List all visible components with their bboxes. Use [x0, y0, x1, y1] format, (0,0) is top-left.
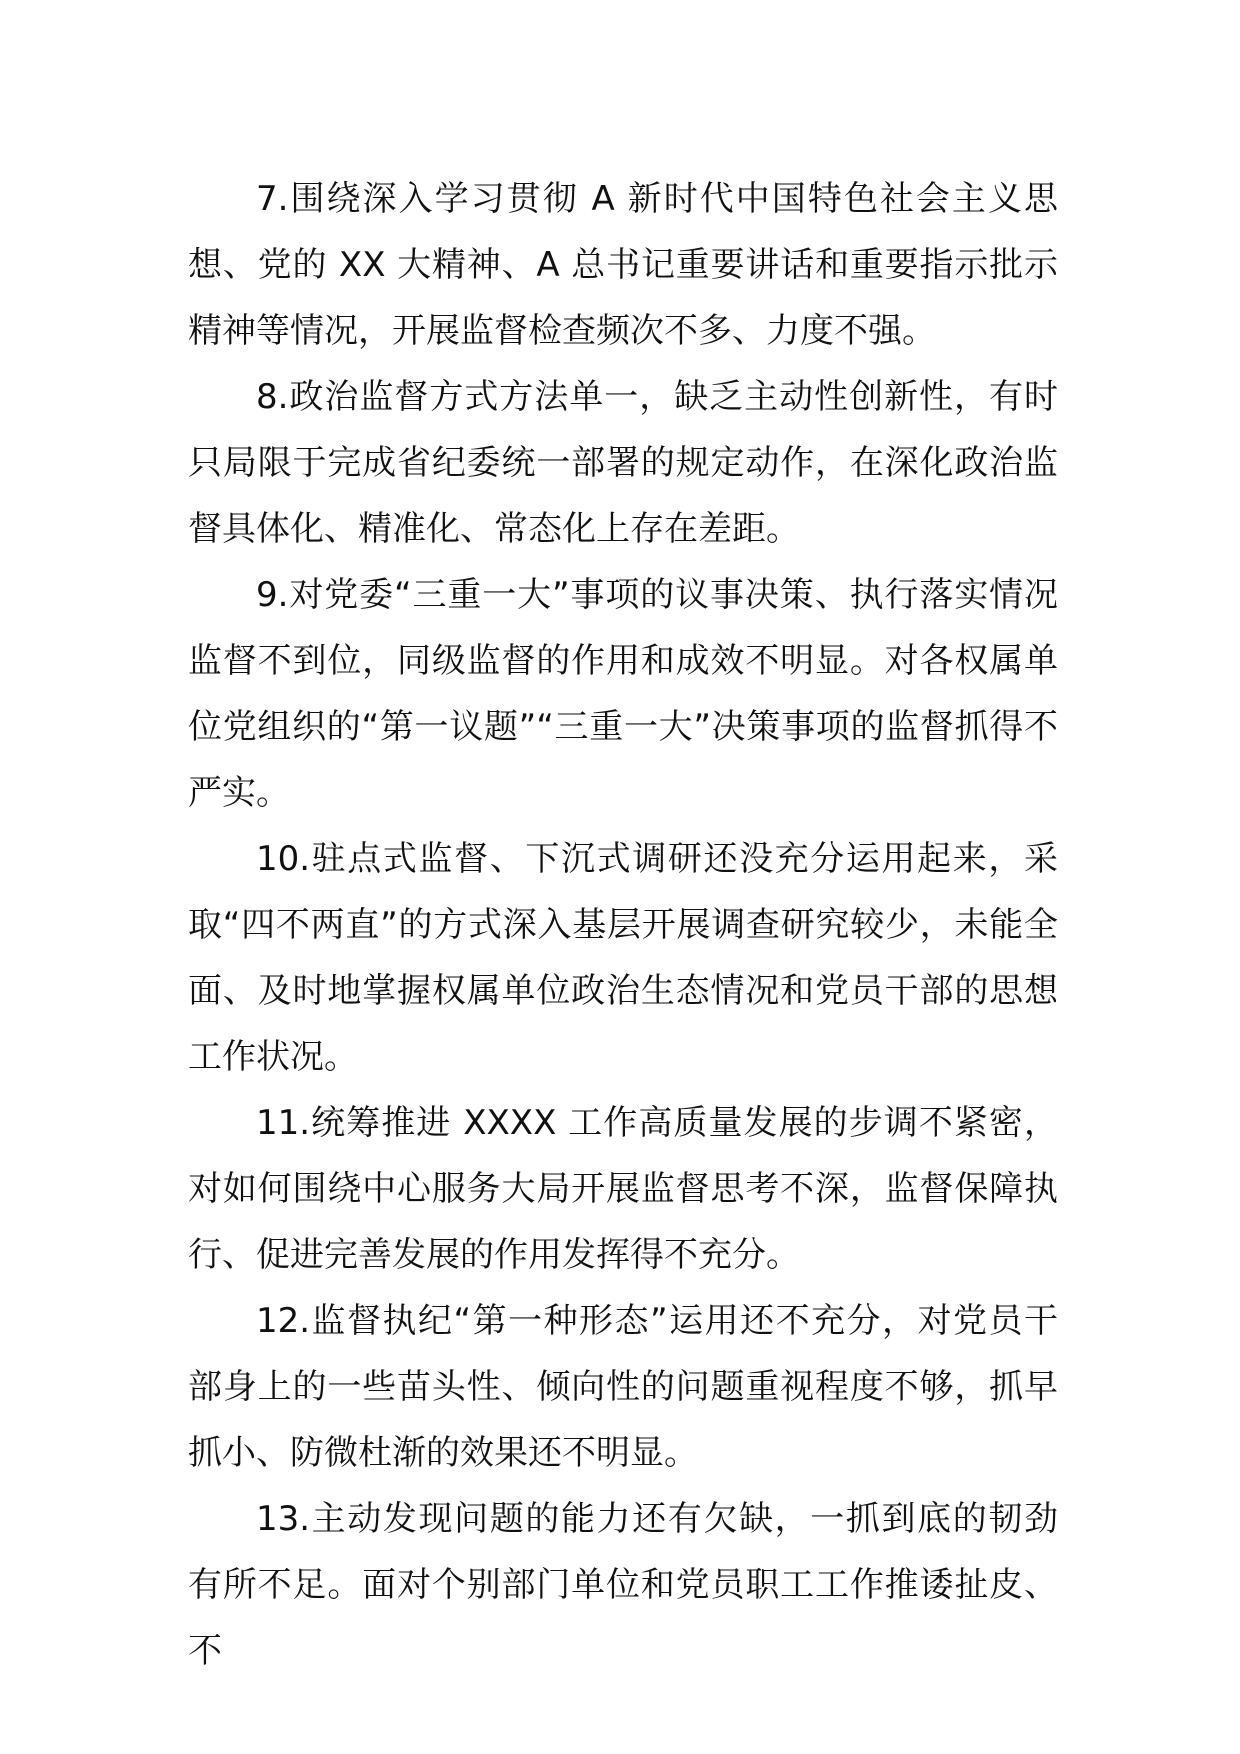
- paragraph-item-8: 8.政治监督方式方法单一，缺乏主动性创新性，有时只局限于完成省纪委统一部署的规定动作，在深化政治监督具体化、精准化、常态化上存在差距。: [188, 377, 1058, 549]
- paragraph-item-7: 7.围绕深入学习贯彻 A 新时代中国特色社会主义思想、党的 XX 大精神、A 总书记重要讲话和重要指示批示精神等情况，开展监督检查频次不多、力度不强。: [188, 179, 1058, 351]
- paragraph-item-11: 11.统筹推进 XXXX 工作高质量发展的步调不紧密，对如何围绕中心服务大局开展监督思考不深，监督保障执行、促进完善发展的作用发挥得不充分。: [188, 1103, 1058, 1275]
- paragraph-item-13: 13.主动发现问题的能力还有欠缺，一抓到底的韧劲有所不足。面对个别部门单位和党员职工工作推诿扯皮、不: [188, 1499, 1058, 1671]
- paragraph-item-12: 12.监督执纪“第一种形态”运用还不充分，对党员干部身上的一些苗头性、倾向性的问题重视程度不够，抓早抓小、防微杜渐的效果还不明显。: [188, 1301, 1058, 1473]
- paragraph-item-10: 10.驻点式监督、下沉式调研还没充分运用起来，采取“四不两直”的方式深入基层开展调查研究较少，未能全面、及时地掌握权属单位政治生态情况和党员干部的思想工作状况。: [188, 839, 1058, 1077]
- document-body: [188, 166, 1058, 1684]
- paragraph-item-9: 9.对党委“三重一大”事项的议事决策、执行落实情况监督不到位，同级监督的作用和成效不明显。对各权属单位党组织的“第一议题”“三重一大”决策事项的监督抓得不严实。: [188, 575, 1058, 813]
